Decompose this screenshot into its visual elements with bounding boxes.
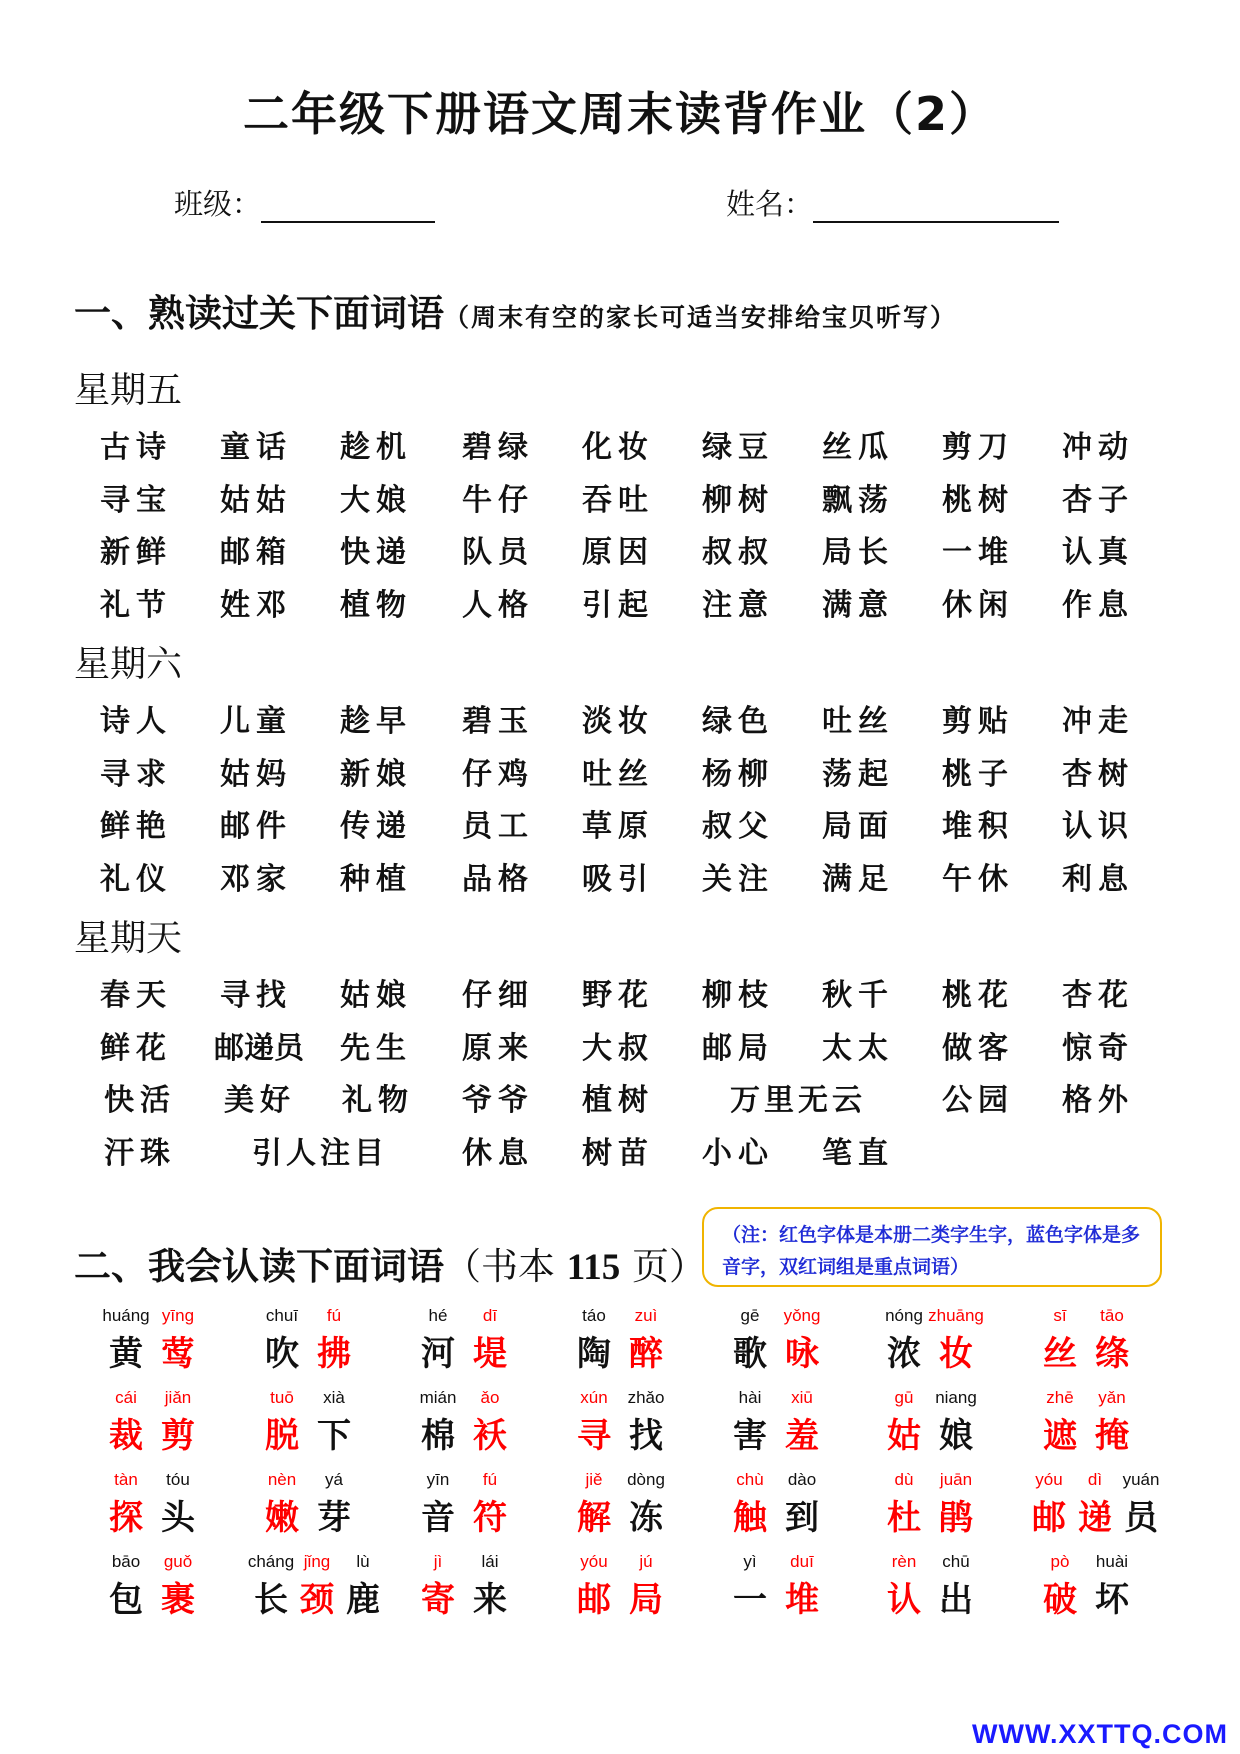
vocab-word: 牛仔 xyxy=(462,482,534,518)
hanzi-char: 丝 xyxy=(1043,1334,1077,1374)
vocab-word: 新鲜 xyxy=(100,535,172,570)
pinyin-label: xún xyxy=(580,1388,608,1407)
vocab-word: 人格 xyxy=(462,587,534,623)
vocab-word: 趁早 xyxy=(340,704,412,739)
vocab-word: 化妆 xyxy=(582,430,654,465)
vocab-word: 万里无云 xyxy=(730,1083,866,1118)
pinyin-label: jú xyxy=(639,1552,653,1571)
vocab-word: 礼物 xyxy=(342,1083,414,1118)
pinyin-label: dòng xyxy=(627,1470,665,1489)
vocab-word: 爷爷 xyxy=(462,1083,534,1118)
pinyin-label: tóu xyxy=(166,1470,190,1489)
pinyin-label: tuō xyxy=(270,1388,294,1407)
vocab-word: 仔细 xyxy=(462,978,534,1013)
vocab-word: 一堆 xyxy=(942,535,1014,570)
hanzi-char: 到 xyxy=(785,1498,819,1538)
hanzi-char: 嫩 xyxy=(265,1498,299,1538)
hanzi-char: 黄 xyxy=(109,1334,143,1374)
hanzi-char: 堆 xyxy=(785,1580,819,1620)
vocab-word: 认识 xyxy=(1062,809,1134,844)
vocab-word: 寻宝 xyxy=(100,482,172,518)
book-close: 页） xyxy=(620,1245,706,1288)
vocab-word: 公园 xyxy=(942,1083,1014,1118)
vocab-word: 叔叔 xyxy=(702,535,774,570)
pinyin-label: zhē xyxy=(1046,1388,1074,1407)
day-label: 星期六 xyxy=(74,644,183,685)
pinyin-label: pò xyxy=(1050,1552,1070,1571)
vocab-word: 太太 xyxy=(822,1030,894,1066)
hanzi-char: 羞 xyxy=(785,1416,819,1456)
pinyin-label: lù xyxy=(356,1552,370,1571)
hanzi-char: 找 xyxy=(629,1416,663,1456)
vocab-word: 桃子 xyxy=(942,756,1014,792)
vocab-word: 种植 xyxy=(340,861,412,897)
vocab-word: 树苗 xyxy=(582,1135,654,1171)
pinyin-label: tāo xyxy=(1100,1306,1124,1325)
hanzi-char: 裁 xyxy=(109,1416,143,1456)
vocab-word: 姑姑 xyxy=(220,482,292,518)
pinyin-label: duī xyxy=(790,1552,814,1571)
vocab-word: 原来 xyxy=(462,1030,534,1066)
vocab-word: 引人注目 xyxy=(252,1135,388,1171)
pinyin-label: nóng xyxy=(885,1306,923,1325)
vocab-word: 满足 xyxy=(822,861,894,897)
vocab-word: 作息 xyxy=(1062,587,1134,623)
pinyin-label: cái xyxy=(115,1388,137,1407)
hanzi-char: 掩 xyxy=(1095,1416,1129,1456)
hanzi-char: 解 xyxy=(577,1498,611,1538)
pinyin-label: yīn xyxy=(426,1470,450,1489)
hanzi-char: 冻 xyxy=(629,1498,663,1538)
vocab-word: 堆积 xyxy=(942,809,1014,844)
vocab-word: 小心 xyxy=(702,1135,774,1171)
hanzi-char: 一 xyxy=(733,1580,767,1620)
hanzi-char: 脱 xyxy=(265,1416,299,1456)
vocab-word: 冲走 xyxy=(1062,704,1134,739)
hanzi-char: 剪 xyxy=(161,1416,195,1456)
hanzi-char: 音 xyxy=(421,1498,455,1538)
hanzi-char: 咏 xyxy=(785,1334,819,1374)
pinyin-label: gē xyxy=(740,1306,760,1325)
hanzi-char: 下 xyxy=(317,1416,351,1456)
hanzi-char: 邮 xyxy=(577,1580,611,1620)
pinyin-label: dì xyxy=(1087,1470,1103,1489)
vocab-word: 杨柳 xyxy=(702,756,774,792)
hanzi-char: 陶 xyxy=(577,1334,611,1374)
hanzi-char: 破 xyxy=(1043,1580,1077,1620)
vocab-word: 惊奇 xyxy=(1062,1030,1134,1066)
hanzi-char: 颈 xyxy=(300,1580,334,1620)
book-page: 115 xyxy=(566,1247,621,1288)
vocab-word: 大娘 xyxy=(340,482,412,518)
vocab-word: 礼节 xyxy=(100,587,172,623)
vocab-word: 植树 xyxy=(582,1083,654,1118)
vocab-word: 局长 xyxy=(822,535,894,570)
hanzi-char: 河 xyxy=(421,1334,455,1374)
vocab-word: 春天 xyxy=(100,978,172,1013)
vocab-word: 礼仪 xyxy=(100,861,172,897)
vocab-word: 美好 xyxy=(224,1083,296,1118)
vocab-word: 引起 xyxy=(582,587,654,623)
hanzi-char: 符 xyxy=(473,1498,507,1538)
vocab-word: 队员 xyxy=(462,535,534,570)
class-blank[interactable] xyxy=(261,191,435,223)
pinyin-label: huài xyxy=(1095,1552,1129,1571)
vocab-word: 秋千 xyxy=(822,978,894,1013)
vocab-word: 品格 xyxy=(462,861,534,897)
vocab-word: 野花 xyxy=(582,978,654,1013)
vocab-word: 柳枝 xyxy=(702,978,774,1013)
class-label: 班级： xyxy=(174,187,262,221)
pinyin-label: nèn xyxy=(267,1470,297,1489)
vocab-word: 古诗 xyxy=(100,430,172,465)
pinyin-label: jiǎn xyxy=(164,1388,192,1407)
pinyin-label: yì xyxy=(743,1552,757,1571)
pinyin-label: yīng xyxy=(161,1306,195,1325)
vocab-word: 吸引 xyxy=(582,861,654,897)
vocab-word: 姑娘 xyxy=(340,978,412,1013)
vocab-word: 诗人 xyxy=(100,704,172,739)
section2-heading-text: 二、我会认读下面词语 xyxy=(74,1245,444,1288)
vocab-word: 植物 xyxy=(340,587,412,623)
hanzi-char: 醉 xyxy=(629,1334,663,1374)
hanzi-char: 头 xyxy=(161,1498,195,1538)
hanzi-char: 遮 xyxy=(1043,1416,1077,1456)
pinyin-label: jiě xyxy=(585,1470,603,1489)
vocab-word: 吞吐 xyxy=(582,482,654,518)
pinyin-label: jì xyxy=(433,1552,443,1571)
pinyin-label: hé xyxy=(428,1306,448,1325)
pinyin-label: gū xyxy=(894,1388,914,1407)
vocab-word: 邮件 xyxy=(220,809,292,844)
vocab-word: 邓家 xyxy=(220,861,292,897)
vocab-word: 冲动 xyxy=(1062,430,1134,465)
vocab-word: 传递 xyxy=(340,809,412,844)
hanzi-char: 包 xyxy=(109,1580,143,1620)
vocab-word: 吐丝 xyxy=(822,704,894,739)
hanzi-char: 鹃 xyxy=(939,1498,973,1538)
pinyin-label: zuì xyxy=(634,1306,658,1325)
vocab-word: 丝瓜 xyxy=(822,430,894,465)
vocab-word: 柳树 xyxy=(702,482,774,518)
hanzi-char: 局 xyxy=(629,1580,663,1620)
vocab-word: 桃树 xyxy=(942,482,1014,518)
hanzi-char: 邮 xyxy=(1032,1498,1066,1538)
pinyin-label: lái xyxy=(481,1552,499,1571)
hanzi-char: 棉 xyxy=(421,1416,455,1456)
pinyin-label: yǒng xyxy=(783,1306,821,1325)
vocab-word: 寻求 xyxy=(100,756,172,792)
pinyin-label: huáng xyxy=(102,1306,150,1325)
hanzi-char: 杜 xyxy=(887,1498,921,1538)
pinyin-label: yuán xyxy=(1122,1470,1160,1489)
pinyin-label: fú xyxy=(482,1470,498,1489)
pinyin-label: yá xyxy=(325,1470,343,1489)
vocab-word: 新娘 xyxy=(340,756,412,792)
pinyin-label: bāo xyxy=(111,1552,141,1571)
vocab-word: 趁机 xyxy=(340,430,412,465)
vocab-word: 杏花 xyxy=(1062,978,1134,1013)
hanzi-char: 妆 xyxy=(939,1334,973,1374)
vocab-word: 局面 xyxy=(822,809,894,844)
section1-note: （周末有空的家长可适当安排给宝贝听写） xyxy=(444,303,958,332)
pinyin-label: yóu xyxy=(1035,1470,1063,1489)
pinyin-label: jǐng xyxy=(303,1552,331,1571)
vocab-word: 笔直 xyxy=(822,1135,894,1171)
hanzi-char: 害 xyxy=(733,1416,767,1456)
vocab-word: 姑妈 xyxy=(220,756,292,792)
vocab-word: 先生 xyxy=(340,1030,412,1066)
vocab-word: 休闲 xyxy=(942,587,1014,623)
vocab-word: 认真 xyxy=(1062,535,1134,570)
hanzi-char: 浓 xyxy=(887,1334,921,1374)
hanzi-char: 员 xyxy=(1124,1498,1158,1538)
vocab-word: 邮箱 xyxy=(220,535,292,570)
pinyin-label: fú xyxy=(326,1306,342,1325)
vocab-word: 利息 xyxy=(1062,861,1134,897)
hanzi-char: 吹 xyxy=(265,1334,299,1374)
pinyin-label: juān xyxy=(939,1470,973,1489)
pinyin-label: zhǎo xyxy=(627,1388,665,1407)
vocab-word: 飘荡 xyxy=(822,482,894,518)
pinyin-label: dù xyxy=(894,1470,914,1489)
vocab-word: 寻找 xyxy=(220,978,292,1013)
pinyin-label: xià xyxy=(323,1388,345,1407)
vocab-word: 原因 xyxy=(582,535,654,570)
vocab-word: 做客 xyxy=(942,1030,1014,1066)
hanzi-char: 姑 xyxy=(887,1416,921,1456)
vocab-word: 叔父 xyxy=(702,809,774,844)
vocab-word: 快活 xyxy=(104,1083,176,1118)
hanzi-char: 莺 xyxy=(161,1334,195,1374)
section1-heading-text: 一、熟读过关下面词语 xyxy=(74,292,444,335)
hanzi-char: 认 xyxy=(887,1580,921,1620)
hanzi-char: 寻 xyxy=(577,1416,611,1456)
hanzi-char: 芽 xyxy=(317,1498,351,1538)
pinyin-label: dào xyxy=(787,1470,817,1489)
vocab-word: 杏子 xyxy=(1062,482,1134,518)
page-title: 二年级下册语文周末读背作业（2） xyxy=(242,87,997,141)
pinyin-label: mián xyxy=(419,1388,457,1407)
vocab-word: 仔鸡 xyxy=(462,756,534,792)
pinyin-label: chū xyxy=(942,1552,970,1571)
vocab-word: 关注 xyxy=(702,861,774,897)
name-label: 姓名： xyxy=(726,187,814,221)
vocab-word: 草原 xyxy=(582,809,654,844)
pinyin-label: yóu xyxy=(580,1552,608,1571)
hanzi-char: 来 xyxy=(473,1580,507,1620)
book-open: （书本 xyxy=(444,1245,567,1288)
vocab-word: 员工 xyxy=(462,809,534,844)
vocab-word: 吐丝 xyxy=(582,756,654,792)
pinyin-label: xiū xyxy=(791,1388,813,1407)
pinyin-label: yǎn xyxy=(1098,1388,1126,1407)
pinyin-label: ǎo xyxy=(480,1388,500,1407)
hanzi-char: 坏 xyxy=(1095,1580,1129,1620)
hanzi-char: 堤 xyxy=(473,1334,507,1374)
vocab-word: 休息 xyxy=(462,1135,534,1171)
vocab-word: 绿色 xyxy=(702,704,774,739)
pinyin-label: táo xyxy=(582,1306,606,1325)
vocab-word: 剪刀 xyxy=(942,430,1014,465)
vocab-word: 注意 xyxy=(702,587,774,623)
vocab-word: 满意 xyxy=(822,587,894,623)
vocab-word: 荡起 xyxy=(822,756,894,792)
pinyin-label: chù xyxy=(736,1470,764,1489)
vocab-word: 绿豆 xyxy=(702,430,774,465)
vocab-word: 午休 xyxy=(942,861,1014,897)
section2-heading xyxy=(74,1236,706,1290)
class-field[interactable] xyxy=(174,182,435,223)
hanzi-char: 寄 xyxy=(421,1580,455,1620)
hanzi-char: 长 xyxy=(254,1580,288,1620)
vocab-word: 儿童 xyxy=(220,704,292,739)
vocab-word: 姓邓 xyxy=(220,587,292,623)
hanzi-char: 触 xyxy=(733,1498,767,1538)
pinyin-label: niang xyxy=(935,1388,977,1407)
hanzi-char: 鹿 xyxy=(346,1580,380,1620)
name-field[interactable] xyxy=(726,182,1059,223)
vocab-word: 邮局 xyxy=(702,1030,774,1066)
hanzi-char: 歌 xyxy=(733,1334,767,1374)
vocab-word: 格外 xyxy=(1062,1083,1134,1118)
vocab-word: 碧玉 xyxy=(462,704,534,739)
legend-note: （注：红色字体是本册二类字生字，蓝色字体是多音字，双红词组是重点词语） xyxy=(702,1207,1162,1287)
vocab-word: 汗珠 xyxy=(104,1135,176,1171)
hanzi-char: 绦 xyxy=(1095,1334,1129,1374)
vocab-word: 鲜花 xyxy=(100,1030,172,1066)
pinyin-label: guǒ xyxy=(163,1552,193,1571)
pinyin-label: dī xyxy=(482,1306,498,1325)
hanzi-char: 出 xyxy=(939,1580,973,1620)
pinyin-label: chuī xyxy=(265,1306,299,1325)
name-blank[interactable] xyxy=(813,191,1059,223)
pinyin-label: rèn xyxy=(891,1552,917,1571)
hanzi-char: 袄 xyxy=(473,1416,507,1456)
vocab-word: 童话 xyxy=(220,430,292,465)
hanzi-char: 裹 xyxy=(161,1580,195,1620)
hanzi-char: 探 xyxy=(109,1498,143,1538)
vocab-word: 鲜艳 xyxy=(100,809,172,844)
vocab-word: 碧绿 xyxy=(462,430,534,465)
pinyin-label: tàn xyxy=(114,1470,138,1489)
pinyin-label: hài xyxy=(738,1388,762,1407)
pinyin-label: sī xyxy=(1053,1306,1067,1325)
vocab-word: 杏树 xyxy=(1062,756,1134,792)
day-label: 星期五 xyxy=(74,370,183,411)
vocab-word: 大叔 xyxy=(582,1030,654,1066)
vocab-word: 剪贴 xyxy=(942,704,1014,739)
pinyin-label: zhuāng xyxy=(928,1306,984,1325)
vocab-word: 桃花 xyxy=(942,978,1014,1013)
hanzi-char: 递 xyxy=(1078,1498,1112,1538)
vocab-word: 淡妆 xyxy=(582,704,654,739)
pinyin-label: cháng xyxy=(247,1552,295,1571)
hanzi-char: 娘 xyxy=(939,1416,973,1456)
hanzi-char: 拂 xyxy=(317,1334,351,1374)
day-label: 星期天 xyxy=(74,918,183,959)
site-watermark: WWW.XXTTQ.COM xyxy=(972,1719,1228,1749)
section1-heading xyxy=(74,283,957,337)
vocab-word: 邮递员 xyxy=(214,1030,304,1066)
vocab-word: 快递 xyxy=(340,535,412,570)
